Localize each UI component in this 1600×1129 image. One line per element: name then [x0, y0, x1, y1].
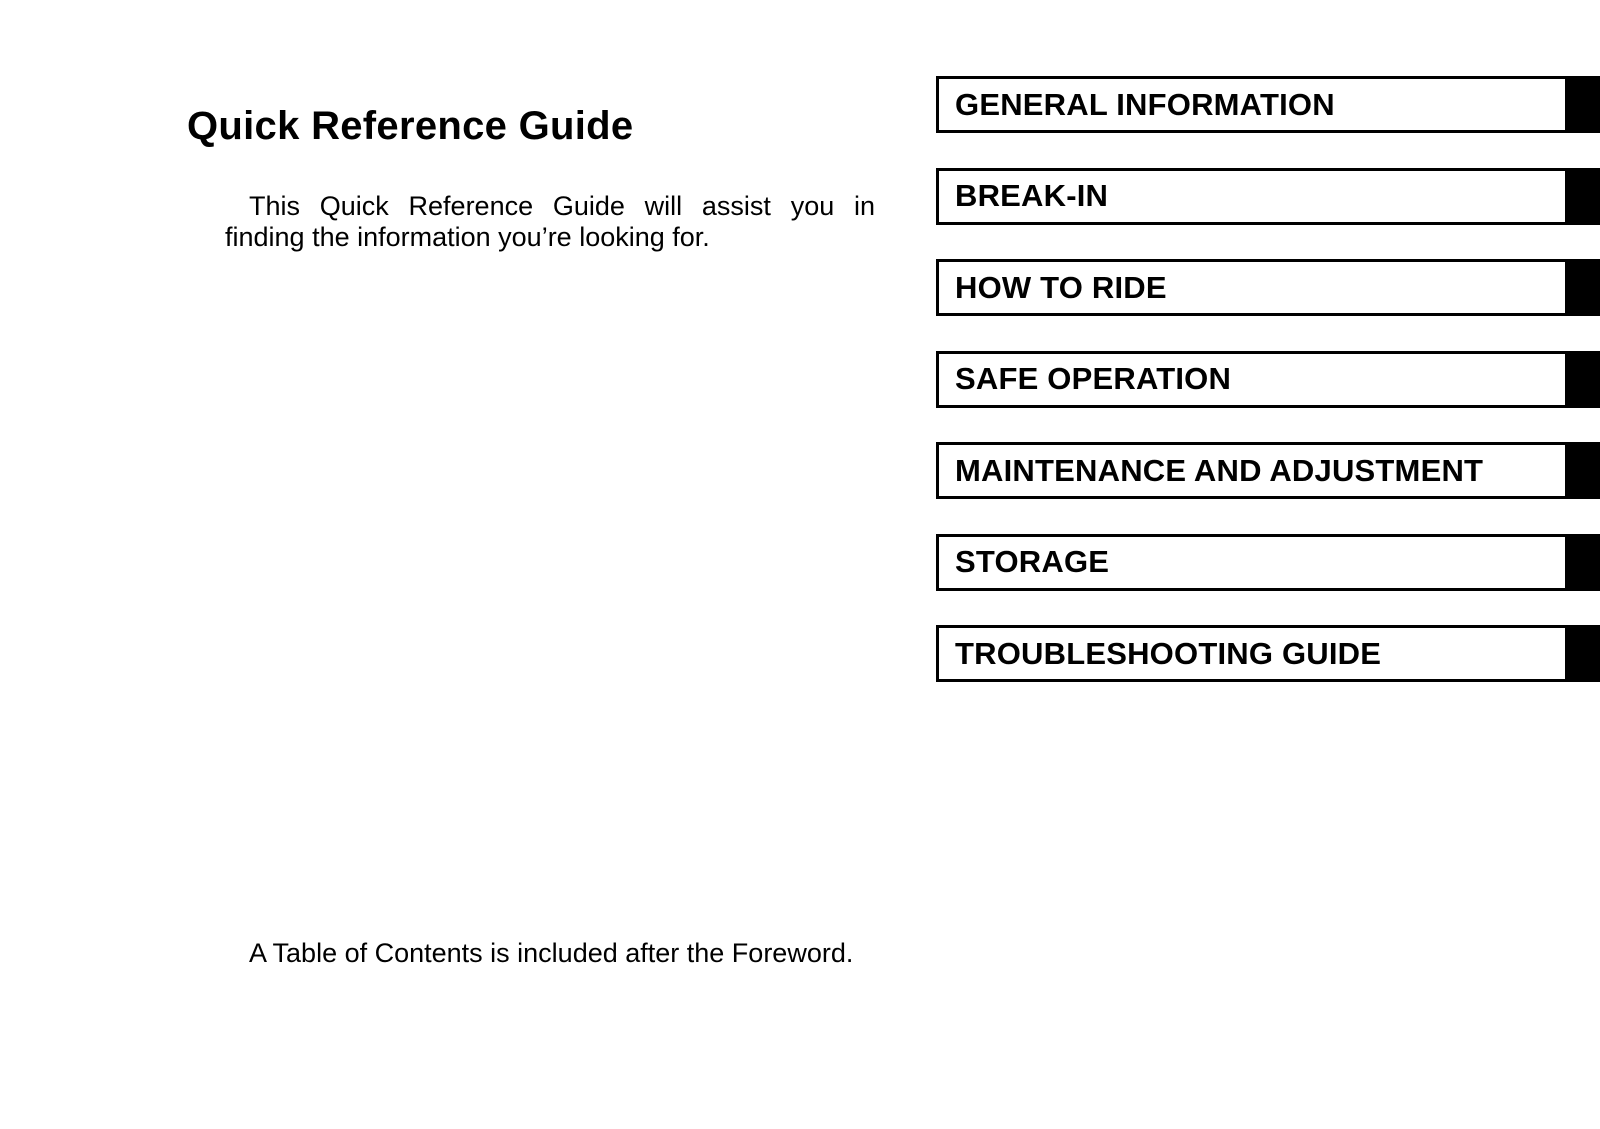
toc-note-text: A Table of Contents is included after the Foreword. [249, 938, 854, 968]
thumb-index-marker [1565, 168, 1600, 225]
thumb-index-marker [1565, 625, 1600, 682]
section-tab-general-information[interactable] [936, 76, 1600, 133]
section-tab-label: MAINTENANCE AND ADJUSTMENT [955, 452, 1484, 488]
section-tab-safe-operation[interactable] [936, 351, 1600, 408]
page-title: Quick Reference Guide [187, 104, 634, 148]
section-tab-label: HOW TO RIDE [955, 269, 1167, 305]
section-tab-list [936, 76, 1600, 717]
intro-text: This Quick Reference Guide will assist you in finding the information you’re looking for. [225, 191, 875, 252]
thumb-index-marker [1565, 76, 1600, 133]
thumb-index-marker [1565, 442, 1600, 499]
section-tab-how-to-ride[interactable] [936, 259, 1600, 316]
section-tab-troubleshooting-guide[interactable] [936, 625, 1600, 682]
section-tab-label: GENERAL INFORMATION [955, 86, 1335, 122]
section-tab-label: STORAGE [955, 544, 1110, 579]
section-tab-label: TROUBLESHOOTING GUIDE [955, 635, 1382, 671]
section-tab-maintenance-and-adjustment[interactable] [936, 442, 1600, 499]
section-tab-label: SAFE OPERATION [955, 361, 1232, 396]
thumb-index-marker [1565, 259, 1600, 316]
thumb-index-marker [1565, 534, 1600, 591]
section-tab-storage[interactable] [936, 534, 1600, 591]
section-tab-label: BREAK-IN [955, 178, 1109, 213]
thumb-index-marker [1565, 351, 1600, 408]
intro-paragraph [225, 191, 875, 253]
toc-note-paragraph [225, 938, 875, 969]
section-tab-break-in[interactable] [936, 168, 1600, 225]
